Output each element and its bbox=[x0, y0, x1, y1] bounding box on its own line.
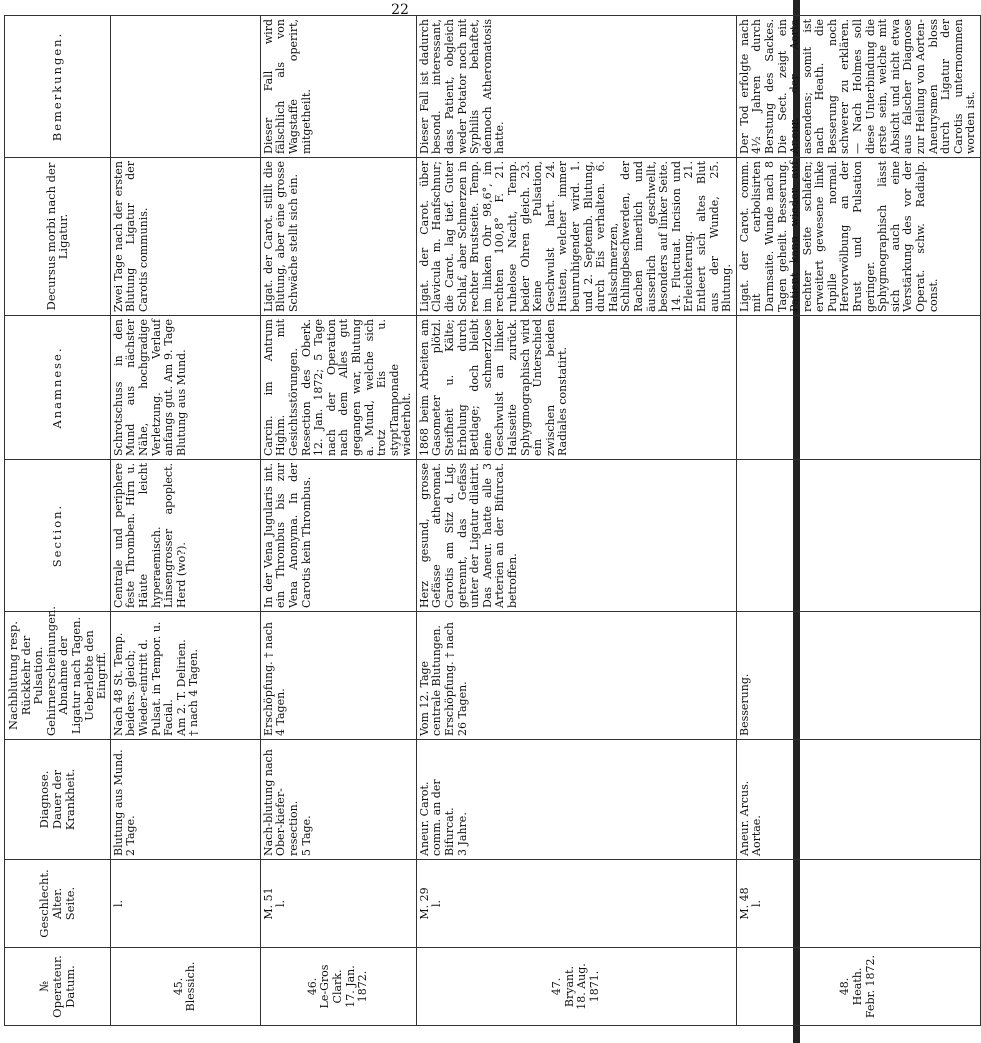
cell-decursus: Ligat. der Carot. stillt die Blutung, aber eine grosse Schwäche stellt sich ein. bbox=[260, 158, 416, 316]
case-row-47 bbox=[416, 16, 736, 1026]
cell-nachblutung-gehirn: Erschöpfung. † nach 4 Tagen. bbox=[260, 612, 416, 740]
cell-bemerkungen: Der Tod erfolgte nach 4½ Jahren durch Berstung des Sackes. Die Sect. zeigt ein Aneur. der Aorta ascendens; somit ist nach Heath. die Besserung noch schwerer zu erklären. — Nach Holmes soll diese Unterbindung die erste sein, welche mit Absicht und nicht etwa aus falscher Diagnose zur Heilung von Aorten-Aneurysmen bloss durch Ligatur der Carotis unternommen worden ist. bbox=[736, 16, 980, 158]
cell-sectio: In der Vena Jugularis int. ein Thrombus bis zur Vena Anonyma. In der Carotis kein Thrombus. bbox=[260, 460, 416, 612]
cell-bemerkungen: Dieser Fall wird fälschlich als von Wagstaffe operirt, mitgetheilt. bbox=[260, 16, 416, 158]
cell-decursus: Ligat. der Carot. comm. mit carbolisirten Darmsaite. Wunde nach 8 Tagen geheilt. Besserung. Patient kann wieder auf rechter Seite schlafen; erweitert gewesene linke Pupille normal. Hervorwölbung an der Brust und Pulsation geringer. Sphygmographisch lässt sich auch eine Verstärkung des vor der Operat. schw. Radialp. const. bbox=[736, 158, 980, 316]
cell-decursus: Ligat. der Carot. über Clavicula m. Hanfschnur; die Carot. lag tief. Guter Schlaf, aber Schmerzen in rechter Brustseite. Temp. im linken Ohr 98,6°, im rechten 100,8° F. 21. ruhelose Nacht, Temp. beider Ohren gleich. 23. Keine Pulsation, Geschwulst hart. 24. Husten, welcher immer beunruhigender wird. 1. und 2. Septemb. Blutung, durch Eis verhalten. 6. Halsschmerzen, Schlingbeschwerden, der Rachen innerlich und äusserlich geschwellt, besonders auf linker Seite. 14. Fluctuat. Incision und Erleichterung. 21. Entleert sich altes Blut aus der Wunde, 25. Blutung. bbox=[416, 158, 736, 316]
cell-sectio: Herz gesund, grosse Gefässe atheromat. Carotis am Sitz d. Lig. getrennt, das Gefäss unter der Ligatur dilatirt. Das Aneur. hatte alle 3 Arterien an der Bifurcat. betroffen. bbox=[416, 460, 736, 612]
cell-operateur: 48. Heath. Febr. 1872. bbox=[736, 948, 980, 1026]
cell-diagnose-dauer: Nach-blutung nach Ober-kiefer-resection. 5 Tage. bbox=[260, 740, 416, 860]
cell-bemerkungen: Dieser Fall ist dadurch besond. interessant, dass Patient, obgleich weder Potator noch mit Syphilis behaftet, dennoch Atheromatosis hatte. bbox=[416, 16, 736, 158]
cell-operateur: 45. Blessich. bbox=[110, 948, 260, 1026]
header-nachblutung-gehirn: Nachblutung resp. Rückkehr der Pulsation. Gehirnerscheinungen. Abnahme der Ligatur nach Tagen. Ueberlebte den Eingriff. bbox=[5, 612, 111, 740]
cell-nachblutung-gehirn: Vom 12. Tage centrale Blutungen. Erschöpfung. † nach 26 Tagen. bbox=[416, 612, 736, 740]
cell-bemerkungen bbox=[110, 16, 260, 158]
header-row bbox=[5, 16, 111, 1026]
cell-anamnese bbox=[736, 316, 980, 460]
case-table bbox=[4, 15, 981, 1026]
cell-diagnose-dauer: Blutung aus Mund. 2 Tage. bbox=[110, 740, 260, 860]
rotated-table-wrapper bbox=[4, 16, 978, 1026]
cell-sectio bbox=[736, 460, 980, 612]
cell-anamnese: Schrotschuss in den Mund aus nächster Nähe, hochgradige Verletzung. Verlauf anfangs gut. Am 9. Tage Blutung aus Mund. bbox=[110, 316, 260, 460]
header-diagnose-dauer: Diagnose. Dauer der Krankheit. bbox=[5, 740, 111, 860]
cell-diagnose-dauer: Aneur. Carot. comm. an der Bifurcat. 3 Jahre. bbox=[416, 740, 736, 860]
header-anamnese: Anamnese. bbox=[5, 316, 111, 460]
cell-geschlecht-seite: M. 48 l. bbox=[736, 860, 980, 948]
case-row-48 bbox=[736, 16, 980, 1026]
cell-operateur: 47. Bryant. 18. Aug. 1871. bbox=[416, 948, 736, 1026]
header-operateur: № Operateur. Datum. bbox=[5, 948, 111, 1026]
cell-nachblutung-gehirn: Besserung. bbox=[736, 612, 980, 740]
cell-sectio: Centrale und periphere feste Thromben. Hirn u. Häute leicht hyperaemisch. Linsengrosser apoplect. Herd (wo?). bbox=[110, 460, 260, 612]
cell-anamnese: Carcin. im Antrum Highm. mit Gesichtsstörungen. Resection des Oberk. 12. Jan. 1872; 5 Tage nach der Operation nach dem Alles gut gegangen war, Blutung a. Mund, welche sich trotz Eis u. styptTamponade wiederholt. bbox=[260, 316, 416, 460]
cell-geschlecht-seite: M. 51 l. bbox=[260, 860, 416, 948]
cell-geschlecht-seite: M. 29 l. bbox=[416, 860, 736, 948]
cell-diagnose-dauer: Aneur. Arcus. Aortae. bbox=[736, 740, 980, 860]
header-geschlecht-seite: Geschlecht. Alter. Seite. bbox=[5, 860, 111, 948]
header-bemerkungen: Bemerkungen. bbox=[5, 16, 111, 158]
page-number: 22 bbox=[391, 2, 409, 18]
header-sectio: Section. bbox=[5, 460, 111, 612]
cell-nachblutung-gehirn: Nach 48 St. Temp. beiders. gleich; Wieder-eintritt d. Pulsat. in Tempor. u. Facial. Am 2. T. Delirien. † nach 4 Tagen. bbox=[110, 612, 260, 740]
case-row-45 bbox=[110, 16, 260, 1026]
cell-geschlecht-seite: l. bbox=[110, 860, 260, 948]
cell-operateur: 46. Le-Gros Clark. 17. Jan. 1872. bbox=[260, 948, 416, 1026]
cell-anamnese: 1868 beim Arbeiten am Gasometer plötzl. Steifheit u. Kälte; Erholung durch Bettlage; doch bleibt eine schmerzlose Geschwulst an linker Halsseite zurück. Sphygmographisch wird ein Unterschied zwischen beiden Radiales constatirt. bbox=[416, 316, 736, 460]
cell-decursus: Zwei Tage nach der ersten Blutung Ligatur der Carotis communis. bbox=[110, 158, 260, 316]
case-row-46 bbox=[260, 16, 416, 1026]
header-decursus: Decursus morbi nach der Ligatur. bbox=[5, 158, 111, 316]
